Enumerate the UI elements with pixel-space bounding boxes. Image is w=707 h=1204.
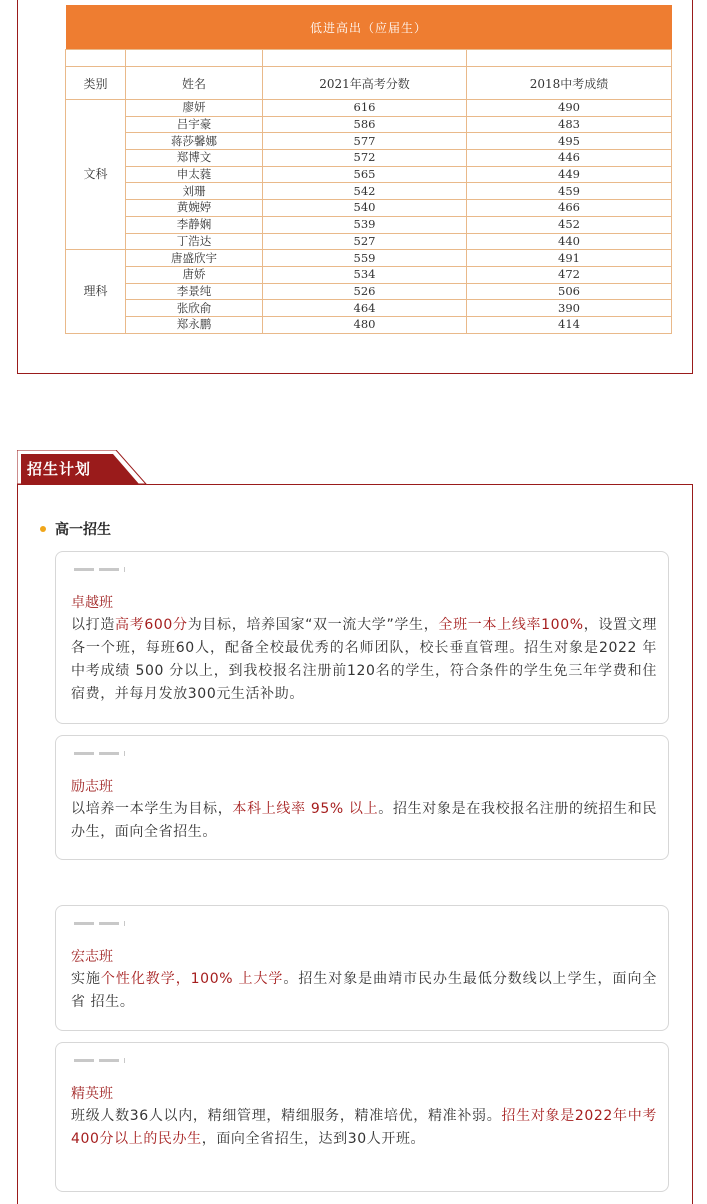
score-table <box>65 5 672 334</box>
grade-title: 高一招生 <box>55 522 111 538</box>
student-name-cell: 刘珊 <box>126 183 263 200</box>
dash-decoration-icon <box>74 922 130 926</box>
highlight-text: 个性化教学，100% 上大学 <box>100 971 284 987</box>
zhongkao-score-cell: 466 <box>467 200 672 217</box>
section-tab <box>17 450 147 485</box>
gaokao-score-cell: 464 <box>263 300 467 317</box>
table-row <box>66 150 672 167</box>
body-text: 。招生对象是在我校报名注册的统招生和民办生，面向全省招生。 <box>71 801 657 840</box>
gaokao-score-cell: 534 <box>263 266 467 283</box>
gaokao-score-cell: 577 <box>263 133 467 150</box>
gaokao-score-cell: 526 <box>263 283 467 300</box>
card-title: 宏志班 <box>71 949 113 965</box>
dash-decoration-icon <box>74 1059 130 1063</box>
gaokao-score-cell: 616 <box>263 100 467 117</box>
table-row <box>66 300 672 317</box>
table-row <box>66 133 672 150</box>
body-text: 班级人数36人以内，精细管理，精细服务，精准培优，精准补弱。 <box>71 1108 502 1124</box>
body-text: 以培养一本学生为目标， <box>71 801 233 817</box>
gaokao-score-cell: 572 <box>263 150 467 167</box>
dash-decoration-icon <box>74 752 130 756</box>
body-text: ，面向全省招生，达到30人开班。 <box>201 1131 426 1147</box>
card-body <box>71 968 657 1014</box>
gaokao-score-cell: 586 <box>263 116 467 133</box>
zhongkao-score-cell: 446 <box>467 150 672 167</box>
table-row <box>66 283 672 300</box>
zhongkao-score-cell: 459 <box>467 183 672 200</box>
card-title: 精英班 <box>71 1086 113 1102</box>
header-gaokao-score: 2021年高考分数 <box>263 67 467 100</box>
student-name-cell: 李静娴 <box>126 216 263 233</box>
body-text: ，设置文理各一个班，每班60人，配备全校最优秀的名师团队，校长垂直管理。招生对象是2022 年中考成绩 500 分以上，到我校报名注册前120名的学生，符合条件的学生免三年学费和住宿费，并每月发放300元生活补助。 <box>71 617 658 702</box>
table-spacer-row <box>66 50 672 67</box>
section-title: 招生计划 <box>27 460 92 478</box>
zhongkao-score-cell: 472 <box>467 266 672 283</box>
highlight-text: 高考600分 <box>115 617 188 633</box>
student-name-cell: 唐盛欣宇 <box>126 250 263 267</box>
zhongkao-score-cell: 491 <box>467 250 672 267</box>
card-title: 卓越班 <box>71 595 113 611</box>
table-row <box>66 116 672 133</box>
body-text: 为目标，培养国家“双一流大学”学生， <box>187 617 439 633</box>
student-name-cell: 申太蕤 <box>126 166 263 183</box>
zhongkao-score-cell: 414 <box>467 316 672 333</box>
header-zhongkao-score: 2018中考成绩 <box>467 67 672 100</box>
student-name-cell: 蒋莎馨娜 <box>126 133 263 150</box>
class-card-hongzhi <box>55 905 669 1031</box>
body-text: 。招生对象是曲靖市民办生最低分数线以上学生，面向全省 招生。 <box>71 971 658 1010</box>
class-card-lizhi <box>55 735 669 860</box>
table-row <box>66 100 672 117</box>
gaokao-score-cell: 480 <box>263 316 467 333</box>
table-title-row <box>66 5 672 50</box>
student-name-cell: 廖妍 <box>126 100 263 117</box>
student-name-cell: 唐娇 <box>126 266 263 283</box>
student-name-cell: 李景纯 <box>126 283 263 300</box>
zhongkao-score-cell: 506 <box>467 283 672 300</box>
body-text: 以打造 <box>71 617 116 633</box>
category-cell: 理科 <box>66 250 126 333</box>
gaokao-score-cell: 527 <box>263 233 467 250</box>
gaokao-score-cell: 540 <box>263 200 467 217</box>
category-cell: 文科 <box>66 100 126 250</box>
table-row <box>66 166 672 183</box>
zhongkao-score-cell: 495 <box>467 133 672 150</box>
card-body <box>71 798 657 844</box>
class-card-jingying <box>55 1042 669 1192</box>
table-title: 低进高出（应届生） <box>66 5 672 50</box>
gaokao-score-cell: 565 <box>263 166 467 183</box>
zhongkao-score-cell: 449 <box>467 166 672 183</box>
gaokao-score-cell: 542 <box>263 183 467 200</box>
body-text: 实施 <box>71 971 101 987</box>
card-title: 励志班 <box>71 779 113 795</box>
student-name-cell: 张欣俞 <box>126 300 263 317</box>
table-row <box>66 233 672 250</box>
card-body <box>71 614 657 706</box>
table-row <box>66 316 672 333</box>
student-name-cell: 黄婉婷 <box>126 200 263 217</box>
table-row <box>66 183 672 200</box>
highlight-text: 全班一本上线率100% <box>438 617 584 633</box>
card-body <box>71 1105 657 1151</box>
highlight-text: 本科上线率 95% 以上 <box>232 801 379 817</box>
student-name-cell: 丁浩达 <box>126 233 263 250</box>
zhongkao-score-cell: 452 <box>467 216 672 233</box>
table-row <box>66 266 672 283</box>
header-name: 姓名 <box>126 67 263 100</box>
zhongkao-score-cell: 490 <box>467 100 672 117</box>
student-name-cell: 郑博文 <box>126 150 263 167</box>
bullet-dot-icon <box>40 526 46 532</box>
class-card-zhuoyue <box>55 551 669 724</box>
header-category: 类别 <box>66 67 126 100</box>
highlight-text: 招生对象是2022年中考400分以上的民办生 <box>71 1108 657 1147</box>
student-name-cell: 郑永鹏 <box>126 316 263 333</box>
dash-decoration-icon <box>74 568 130 572</box>
table-row <box>66 250 672 267</box>
gaokao-score-cell: 539 <box>263 216 467 233</box>
zhongkao-score-cell: 390 <box>467 300 672 317</box>
zhongkao-score-cell: 440 <box>467 233 672 250</box>
student-name-cell: 吕宇豪 <box>126 116 263 133</box>
zhongkao-score-cell: 483 <box>467 116 672 133</box>
table-row <box>66 200 672 217</box>
gaokao-score-cell: 559 <box>263 250 467 267</box>
table-header-row <box>66 67 672 100</box>
table-row <box>66 216 672 233</box>
results-panel <box>17 0 693 374</box>
